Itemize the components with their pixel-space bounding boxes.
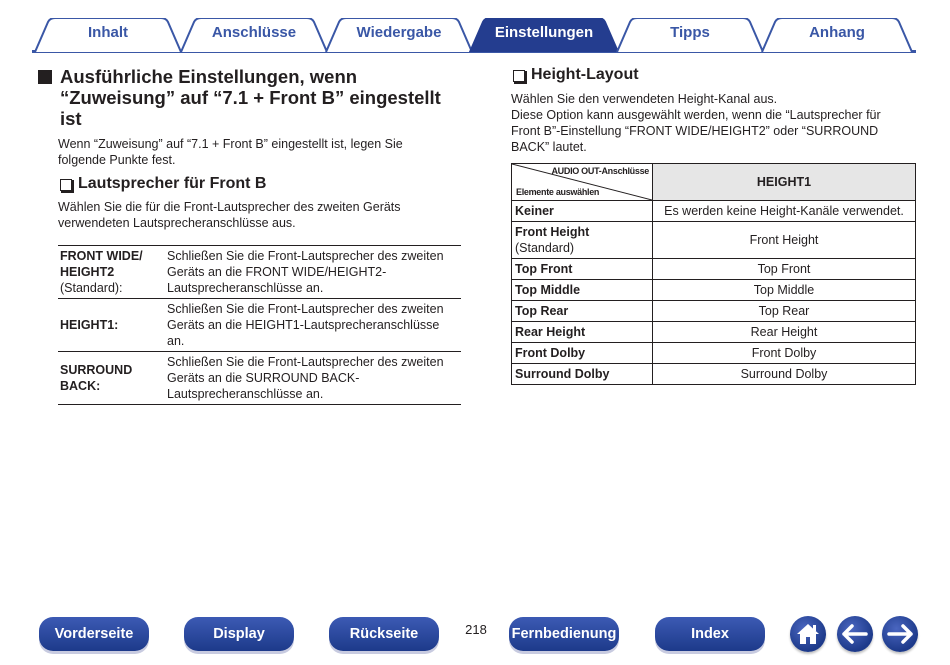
tab-label: Anschlüsse [211,23,297,41]
speaker-option-table [58,245,461,405]
row-value: Top Front [653,259,916,280]
section-title [38,66,463,129]
home-button[interactable] [790,616,826,652]
height-layout-description [511,91,916,155]
option-key: SURROUND BACK: [58,352,165,405]
text-line: Wählen Sie den verwendeten Height-Kanal aus. [511,92,778,106]
row-key: Top Rear [512,301,653,322]
row-value: Top Middle [653,280,916,301]
forward-button[interactable] [882,616,918,652]
right-column [511,66,916,385]
text-line: Diese Option kann ausgewählt werden, wenn die “Lautsprecher für [511,108,881,122]
display-button[interactable] [184,617,294,651]
row-value: Surround Dolby [653,364,916,385]
section-title-line: Ausführliche Einstellungen, wenn [60,66,358,87]
tab-einstellungen[interactable] [469,18,619,52]
row-key: Top Middle [512,280,653,301]
checkbox-icon [513,70,525,82]
row-value: Rear Height [653,322,916,343]
option-key: FRONT WIDE/ HEIGHT2 (Standard): [58,246,165,299]
filled-square-icon [38,70,52,84]
table-row [58,246,461,299]
tab-label: Wiedergabe [356,23,442,41]
sub-description [58,199,463,231]
row-value: Front Dolby [653,343,916,364]
table-row [512,364,916,385]
intro-text [58,136,463,168]
table-row [512,343,916,364]
text-line: folgende Punkte fest. [58,153,176,167]
table-row [58,352,461,405]
back-button[interactable] [837,616,873,652]
vorderseite-button[interactable] [39,617,149,651]
tab-label: Anhang [809,23,865,41]
row-key: Rear Height [512,322,653,343]
row-key: Front Dolby [512,343,653,364]
row-key: Top Front [512,259,653,280]
table-row [512,280,916,301]
text-line: Wählen Sie die für die Front-Lautsprecher des zweiten Geräts [58,200,401,214]
index-button[interactable] [655,617,765,651]
row-key: Keiner [512,201,653,222]
table-row [512,201,916,222]
table-row [512,222,916,259]
back-arrow-icon [842,624,868,644]
table-row [512,301,916,322]
column-header: HEIGHT1 [653,164,916,201]
section-title-line: “Zuweisung” auf “7.1 + Front B” eingestellt ist [60,87,441,129]
rueckseite-button[interactable] [329,617,439,651]
option-description: Schließen Sie die Front-Lautsprecher des zweiten Geräts an die HEIGHT1-Lautsprecheranschlüsse an. [165,299,461,352]
button-label: Index [691,626,729,642]
tab-label: Inhalt [88,23,128,41]
row-value: Es werden keine Height-Kanäle verwendet. [653,201,916,222]
tab-label: Einstellungen [494,23,594,41]
tab-wiedergabe[interactable] [325,18,473,52]
left-column [38,66,463,405]
row-key: Front Height (Standard) [512,222,653,259]
text-line: BACK” lautet. [511,140,587,154]
row-value: Front Height [653,222,916,259]
checkbox-icon [60,179,72,191]
button-label: Vorderseite [54,626,134,642]
table-row [512,322,916,343]
corner-label-top: AUDIO OUT-Anschlüsse [551,166,649,176]
footer-navigation [0,610,950,665]
sub-title-label: Lautsprecher für Front B [78,175,267,192]
table-header-row [512,164,916,201]
button-label: Rückseite [349,626,419,642]
sub-title-height-layout [513,66,916,84]
forward-arrow-icon [887,624,913,644]
row-value: Top Rear [653,301,916,322]
table-row [58,299,461,352]
tab-anhang[interactable] [761,18,913,52]
fernbedienung-button[interactable] [509,617,619,651]
sub-title-label: Height-Layout [531,66,639,83]
tab-tipps[interactable] [616,18,764,52]
text-line: Front B”-Einstellung “FRONT WIDE/HEIGHT2” oder “SURROUND [511,124,879,138]
option-description: Schließen Sie die Front-Lautsprecher des zweiten Geräts an die SURROUND BACK- Lautsprecheranschlüsse an. [165,352,461,405]
text-line: Wenn “Zuweisung” auf “7.1 + Front B” eingestellt ist, legen Sie [58,137,403,151]
tab-inhalt[interactable] [34,18,182,52]
text-line: verwendeten Lautsprecheranschlüsse aus. [58,216,296,230]
option-key: HEIGHT1: [58,299,165,352]
height-layout-table [511,163,916,385]
table-row [512,259,916,280]
tab-label: Tipps [670,23,710,41]
row-key: Surround Dolby [512,364,653,385]
button-label: Display [213,626,265,642]
button-label: Fernbedienung [511,626,617,642]
sub-title-front-b [60,175,463,193]
tab-anschluesse[interactable] [180,18,328,52]
page-number: 218 [465,622,487,637]
tab-bar [0,0,950,56]
table-corner-cell [512,164,653,201]
home-icon [795,622,821,646]
corner-label-bottom: Elemente auswählen [516,187,600,197]
option-description: Schließen Sie die Front-Lautsprecher des zweiten Geräts an die FRONT WIDE/HEIGHT2- Lautsprecheranschlüsse an. [165,246,461,299]
